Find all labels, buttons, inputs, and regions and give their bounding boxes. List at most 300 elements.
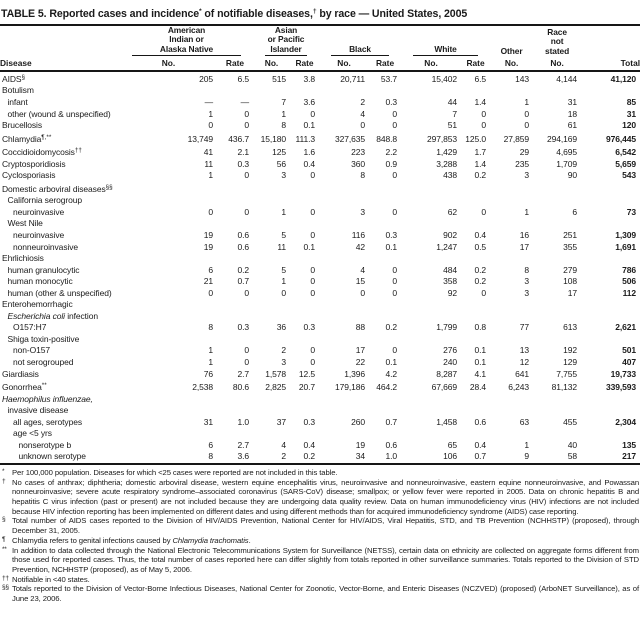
header-group-row: [0, 26, 640, 56]
footnote: [1, 584, 639, 603]
total-cell: 339,593: [606, 382, 637, 393]
empty-cells: [120, 253, 640, 265]
value-cell: 279: [563, 264, 578, 275]
value-cell: 6.5: [474, 73, 487, 84]
title-footnote-marker: †: [312, 8, 317, 15]
value-cell: 223: [351, 147, 366, 158]
table-row: [0, 288, 640, 300]
value-cell: 0: [310, 345, 316, 356]
value-cell: 44: [447, 96, 458, 107]
total-cell: 2,304: [615, 416, 637, 427]
disease-label-text: neuroinvasive: [13, 230, 65, 240]
value-cell: 0: [481, 108, 487, 119]
table-row: [0, 265, 640, 277]
title-footnote-marker: *: [199, 8, 202, 15]
value-cell: 205: [199, 73, 213, 84]
value-cell: 0: [392, 206, 398, 217]
value-cell: 29: [519, 147, 530, 158]
value-cell: 0.1: [303, 120, 316, 131]
disease-label: [0, 195, 120, 207]
value-cell: 7,755: [556, 368, 578, 379]
group-header-line: Islander: [270, 43, 302, 54]
disease-label: [0, 322, 120, 334]
value-cell: 1: [208, 108, 213, 119]
value-cell: 42: [355, 241, 366, 252]
value-cell: 19: [203, 241, 213, 252]
value-cell: 2.7: [237, 368, 250, 379]
value-cell: 455: [563, 416, 578, 427]
race-group-header: [253, 26, 319, 56]
group-header-line: Race: [547, 27, 567, 37]
race-group-header: [319, 26, 401, 56]
group-header-line: Alaska Native: [159, 43, 214, 54]
value-cell: 4,144: [556, 73, 578, 84]
value-cell: 0.1: [385, 357, 398, 368]
value-cell: 251: [563, 230, 578, 240]
value-cell: 0: [524, 108, 530, 119]
group-header-line: not: [550, 36, 564, 47]
value-cell: 125.0: [465, 133, 487, 144]
footnote-marker: §§: [2, 584, 9, 592]
disease-label: [0, 299, 120, 311]
disease-label-text: invasive disease: [7, 405, 69, 416]
table-row: [0, 345, 640, 357]
value-cell: 1.6: [303, 147, 316, 158]
value-cell: 0.2: [385, 322, 398, 333]
value-cell: 129: [563, 357, 578, 368]
table-row: [0, 405, 640, 417]
value-cell: 0: [244, 108, 250, 119]
row-footnote-marker: §§: [105, 183, 113, 191]
total-cell: 31: [626, 108, 637, 119]
value-cell: 0: [392, 108, 398, 119]
group-header-line: American: [167, 25, 206, 35]
footnote-text: Chlamydia trachomatis: [172, 535, 249, 545]
footnote-marker: ¶: [2, 535, 6, 543]
race-group-header: [581, 26, 640, 56]
total-cell: 506: [622, 276, 637, 287]
value-cell: 0: [310, 108, 316, 119]
table-row: [0, 145, 640, 159]
value-cell: 5: [281, 230, 287, 240]
disease-label: [0, 230, 120, 242]
value-cell: 12: [519, 357, 530, 368]
value-cell: 0.1: [474, 345, 487, 356]
value-cell: 111.3: [295, 133, 316, 144]
table-body: [0, 71, 640, 464]
value-cell: —: [204, 96, 213, 107]
value-cell: 192: [563, 345, 578, 356]
table-row: [0, 253, 640, 265]
value-cell: 8: [281, 120, 287, 131]
value-cell: 1,458: [436, 416, 458, 427]
table-row: [0, 170, 640, 182]
disease-label-text: nonserotype b: [18, 439, 72, 450]
value-cell: 1.7: [474, 147, 487, 158]
value-cell: 436.7: [228, 133, 250, 144]
disease-label-text: infant: [7, 96, 28, 107]
total-cell: 1,309: [615, 230, 637, 240]
disease-label: [0, 417, 120, 429]
value-cell: 53.7: [380, 73, 398, 84]
empty-cells: [120, 299, 640, 311]
disease-label-text: age <5 yrs: [13, 428, 52, 439]
value-cell: 8: [360, 170, 366, 181]
total-cell: 112: [622, 287, 637, 298]
value-cell: 297,853: [427, 133, 458, 144]
value-cell: 16: [519, 230, 530, 240]
value-cell: 2: [281, 345, 287, 356]
disease-label: [0, 265, 120, 277]
value-cell: 360: [351, 158, 366, 169]
disease-label-text: West Nile: [7, 218, 43, 229]
disease-label-text: non-O157: [13, 345, 51, 356]
value-cell: 22: [355, 357, 366, 368]
value-cell: 0.4: [303, 158, 316, 169]
empty-cells: [120, 195, 640, 207]
value-cell: 848.8: [376, 133, 398, 144]
total-cell: 976,445: [606, 133, 637, 144]
stat-column-header: Rate: [217, 56, 253, 71]
value-cell: 0.3: [303, 322, 316, 333]
value-cell: 1: [524, 96, 530, 107]
value-cell: 6,243: [508, 382, 530, 393]
value-cell: 31: [567, 96, 578, 107]
value-cell: 3: [281, 170, 287, 181]
value-cell: 0.6: [385, 439, 398, 450]
value-cell: 327,635: [335, 133, 366, 144]
total-cell: 120: [622, 120, 637, 131]
value-cell: 0: [244, 120, 250, 131]
value-cell: 0.9: [385, 158, 398, 169]
value-cell: 0: [481, 120, 487, 131]
value-cell: 61: [567, 120, 578, 131]
table-row: [0, 299, 640, 311]
value-cell: 0.3: [303, 416, 316, 427]
value-cell: 484: [443, 264, 458, 275]
value-cell: 116: [351, 230, 366, 240]
disease-label: [0, 218, 120, 230]
group-underline: [331, 45, 389, 56]
value-cell: 17: [355, 345, 366, 356]
value-cell: 15,180: [260, 133, 287, 144]
value-cell: 6: [572, 206, 578, 217]
disease-label: [0, 394, 120, 406]
value-cell: 0: [392, 287, 398, 298]
value-cell: 6: [208, 439, 213, 450]
total-cell: 19,733: [610, 368, 637, 379]
disease-label-text: human monocytic: [7, 276, 73, 287]
disease-label: [0, 369, 120, 381]
empty-cells: [120, 334, 640, 346]
disease-label: [0, 170, 120, 182]
total-cell: 1,691: [615, 241, 637, 252]
group-header-line: Other: [500, 45, 523, 56]
empty-cells: [120, 311, 640, 323]
value-cell: 7: [281, 96, 287, 107]
value-cell: 88: [355, 322, 366, 333]
value-cell: 56: [276, 158, 287, 169]
disease-label: [0, 357, 120, 369]
table-row: [0, 417, 640, 429]
value-cell: 3: [524, 276, 530, 287]
value-cell: 0: [244, 287, 250, 298]
value-cell: 15,402: [431, 73, 458, 84]
footnote-text: Chlamydia refers to genital infections caused by: [12, 535, 173, 545]
disease-label: [0, 311, 120, 323]
empty-cells: [120, 85, 640, 97]
disease-label: [0, 242, 120, 254]
stat-column-header: No.: [253, 56, 290, 71]
value-cell: 1: [524, 439, 530, 450]
value-cell: 1: [281, 108, 287, 119]
column-header-row: [0, 56, 640, 71]
value-cell: 0.7: [385, 416, 398, 427]
disease-label: [0, 97, 120, 109]
value-cell: 0.1: [303, 241, 316, 252]
disease-label-text: Gonorrhea: [2, 382, 42, 393]
value-cell: 235: [515, 158, 530, 169]
table-title: [0, 0, 640, 24]
stat-column-header: No.: [401, 56, 461, 71]
value-cell: 41: [203, 147, 213, 158]
value-cell: 8,287: [436, 368, 458, 379]
value-cell: 276: [443, 345, 458, 356]
value-cell: 0: [310, 357, 316, 368]
row-footnote-marker: **: [41, 382, 47, 390]
table-row: [0, 230, 640, 242]
total-cell: 73: [626, 206, 637, 217]
row-footnote-marker: ¶,**: [41, 133, 52, 141]
table-row: [0, 85, 640, 97]
value-cell: 13: [519, 345, 530, 356]
value-cell: 1: [281, 206, 287, 217]
value-cell: 11: [204, 158, 213, 169]
value-cell: 0: [360, 287, 366, 298]
value-cell: 0.6: [237, 230, 250, 240]
value-cell: 0.3: [385, 96, 398, 107]
disease-label: [0, 288, 120, 300]
value-cell: 0.3: [237, 158, 250, 169]
value-cell: 12.5: [298, 368, 316, 379]
disease-label-italic: Escherichia coli: [7, 310, 65, 321]
table-row: [0, 451, 640, 464]
disease-label-text: Chlamydia: [2, 133, 42, 144]
footnote-marker: *: [2, 467, 5, 475]
value-cell: 4: [360, 108, 366, 119]
value-cell: 0.4: [474, 230, 487, 240]
value-cell: 355: [563, 241, 578, 252]
disease-label-text: Ehrlichiosis: [2, 253, 44, 264]
footnote: [1, 536, 639, 546]
footnote: [1, 575, 639, 585]
value-cell: 0: [392, 345, 398, 356]
value-cell: 0: [524, 120, 530, 131]
value-cell: 0: [392, 264, 398, 275]
value-cell: 358: [443, 276, 458, 287]
table-row: [0, 159, 640, 171]
total-cell: 407: [622, 357, 637, 368]
disease-label-text: Shiga toxin-positive: [7, 333, 80, 344]
value-cell: 1: [208, 357, 213, 368]
total-cell: 85: [626, 96, 637, 107]
disease-label-text: Cyclosporiasis: [2, 170, 56, 181]
disease-label-text: other (wound & unspecified): [7, 108, 111, 119]
value-cell: 3,288: [436, 158, 458, 169]
disease-label: [0, 132, 120, 146]
disease-column-header: Disease: [0, 56, 120, 71]
total-cell: 135: [622, 439, 637, 450]
disease-label: [0, 334, 120, 346]
total-column-header: Total: [581, 56, 640, 71]
value-cell: 3: [524, 287, 530, 298]
value-cell: 31: [203, 416, 213, 427]
total-cell: 6,542: [615, 147, 637, 158]
value-cell: 0.1: [474, 357, 487, 368]
value-cell: 6: [208, 264, 213, 275]
title-text: of notifiable diseases,: [201, 8, 313, 20]
disease-label-text: Domestic arboviral diseases: [2, 183, 106, 194]
table-row: [0, 242, 640, 254]
value-cell: 0: [244, 357, 250, 368]
value-cell: 58: [567, 451, 578, 462]
value-cell: 0.3: [237, 322, 250, 333]
race-group-header: [401, 26, 490, 56]
footnote-text: Per 100,000 population. Diseases for which <25 cases were reported are not included in this table.: [12, 467, 338, 477]
table-header: [0, 26, 640, 71]
footnote-text: Totals reported to the Division of Vector-Borne Infectious Diseases, National Center for Zoonotic, Vector-Borne, and Enteric Diseases (NCZVED) (proposed) (ArboNET Surveillance), as of June 23, 2006.: [12, 584, 639, 604]
empty-cells: [120, 405, 640, 417]
value-cell: 17: [567, 287, 578, 298]
value-cell: 438: [443, 170, 458, 181]
total-cell: 5,659: [615, 158, 637, 169]
value-cell: 63: [519, 416, 530, 427]
value-cell: 143: [515, 73, 530, 84]
value-cell: 125: [272, 147, 287, 158]
disease-label: [0, 405, 120, 417]
disease-label-text: O157:H7: [13, 322, 47, 333]
value-cell: 2.1: [237, 147, 250, 158]
stat-column-header: No.: [533, 56, 581, 71]
value-cell: 6.5: [237, 73, 250, 84]
disease-label-text: Brucellosis: [2, 120, 42, 131]
value-cell: 3: [360, 206, 366, 217]
footnote-text: No cases of anthrax; diphtheria; domestic arboviral disease, western equine encephalitis virus, neuroinvasive and nonneuroinvasive, eastern equine nonneuroinvasive, and Powassan nonneuroinvasive; severe acute respiratory syndrome–associated coronavirus (SARS-CoV) disease; smallpox; or yellow fever were reported in 2005. Data on chronic hepatitis B and hepatitis C virus infection (past or present) are not included because they are undergoing data quality review. Data on human immunodeficiency virus (HIV) infections are not included because HIV infection reporting has been implemented on different dates and using different methods than for acquired immunodeficiency syndrome (AIDS) case reporting.: [12, 477, 639, 516]
value-cell: 0.6: [237, 241, 250, 252]
group-header-line: Asian: [274, 25, 298, 35]
footnote-text: Total number of AIDS cases reported to the Division of HIV/AIDS Prevention, National Center for HIV/AIDS, Viral Hepatitis, STD, and TB Prevention (NCHHSTP) (proposed), through December 31, 2005.: [12, 516, 639, 536]
value-cell: —: [240, 96, 250, 107]
value-cell: 77: [519, 322, 530, 333]
value-cell: 37: [276, 416, 287, 427]
table-row: [0, 120, 640, 132]
value-cell: 9: [524, 451, 530, 462]
row-footnote-marker: ††: [74, 147, 82, 155]
value-cell: 5: [281, 264, 287, 275]
value-cell: 11: [277, 241, 287, 252]
table-row: [0, 357, 640, 369]
value-cell: 2.2: [385, 147, 398, 158]
table-row: [0, 322, 640, 334]
table-row: [0, 71, 640, 86]
footnote-text: In addition to data collected through the National Electronic Telecommunications System for Surveillance (NETSS), certain data on ethnicity are collected on aggregate forms different from those used for reported cases. Thus, the total number of cases reported here can differ slightly from totals reported in other surveillance summaries. Totals reported to the Division of STD Prevention, NCHHSTP (proposed), as of May 5, 2006.: [12, 545, 639, 574]
value-cell: 65: [447, 439, 458, 450]
value-cell: 0.3: [385, 230, 398, 240]
footnote: [1, 546, 639, 575]
value-cell: 1: [524, 206, 530, 217]
disease-label: [0, 380, 120, 394]
value-cell: 8: [208, 451, 213, 462]
footnote-marker: †: [2, 477, 6, 485]
value-cell: 1: [208, 345, 213, 356]
value-cell: 20.7: [298, 382, 316, 393]
table-row: [0, 182, 640, 196]
disease-label: [0, 440, 120, 452]
value-cell: 34: [355, 451, 366, 462]
table-row: [0, 334, 640, 346]
value-cell: 1: [281, 276, 287, 287]
value-cell: 51: [447, 120, 458, 131]
value-cell: 0: [208, 120, 213, 131]
value-cell: 0: [281, 287, 287, 298]
corner-cell: [0, 26, 120, 56]
disease-label-text: Giardiasis: [2, 368, 39, 379]
value-cell: 0: [310, 230, 316, 240]
race-group-header: [533, 26, 581, 56]
value-cell: 8: [208, 322, 213, 333]
value-cell: 0.7: [237, 276, 250, 287]
value-cell: 2: [281, 451, 287, 462]
total-cell: 41,120: [610, 73, 637, 84]
title-text: by race — United States, 2005: [316, 8, 468, 20]
stat-column-header: Rate: [461, 56, 490, 71]
table-row: [0, 195, 640, 207]
footnote-text: Notifiable in <40 states.: [12, 574, 90, 584]
value-cell: 641: [515, 368, 530, 379]
disease-label-text: Coccidioidomycosis: [2, 147, 75, 158]
table-row: [0, 440, 640, 452]
value-cell: 179,186: [335, 382, 366, 393]
table-row: [0, 369, 640, 381]
value-cell: 1,578: [265, 368, 287, 379]
disease-label-text: human granulocytic: [7, 264, 80, 275]
footnote-text: .: [248, 535, 251, 545]
value-cell: 90: [567, 170, 578, 181]
empty-cells: [120, 428, 640, 440]
value-cell: 106: [443, 451, 458, 462]
value-cell: 3.8: [303, 73, 316, 84]
group-header-line: stated: [545, 45, 570, 56]
disease-label-text: Cryptosporidiosis: [2, 158, 66, 169]
value-cell: 92: [447, 287, 458, 298]
value-cell: 0: [208, 206, 213, 217]
value-cell: 8: [524, 264, 530, 275]
value-cell: 36: [276, 322, 287, 333]
group-underline: [265, 45, 307, 56]
value-cell: 0.5: [474, 241, 487, 252]
value-cell: 0: [310, 170, 316, 181]
group-header-line: White: [434, 43, 457, 54]
value-cell: 294,169: [547, 133, 578, 144]
table-row: [0, 218, 640, 230]
disease-label: [0, 451, 120, 464]
table-row: [0, 109, 640, 121]
disease-label: [0, 428, 120, 440]
value-cell: 80.6: [232, 382, 250, 393]
value-cell: 260: [351, 416, 366, 427]
value-cell: 0: [208, 287, 213, 298]
value-cell: 21: [203, 276, 213, 287]
